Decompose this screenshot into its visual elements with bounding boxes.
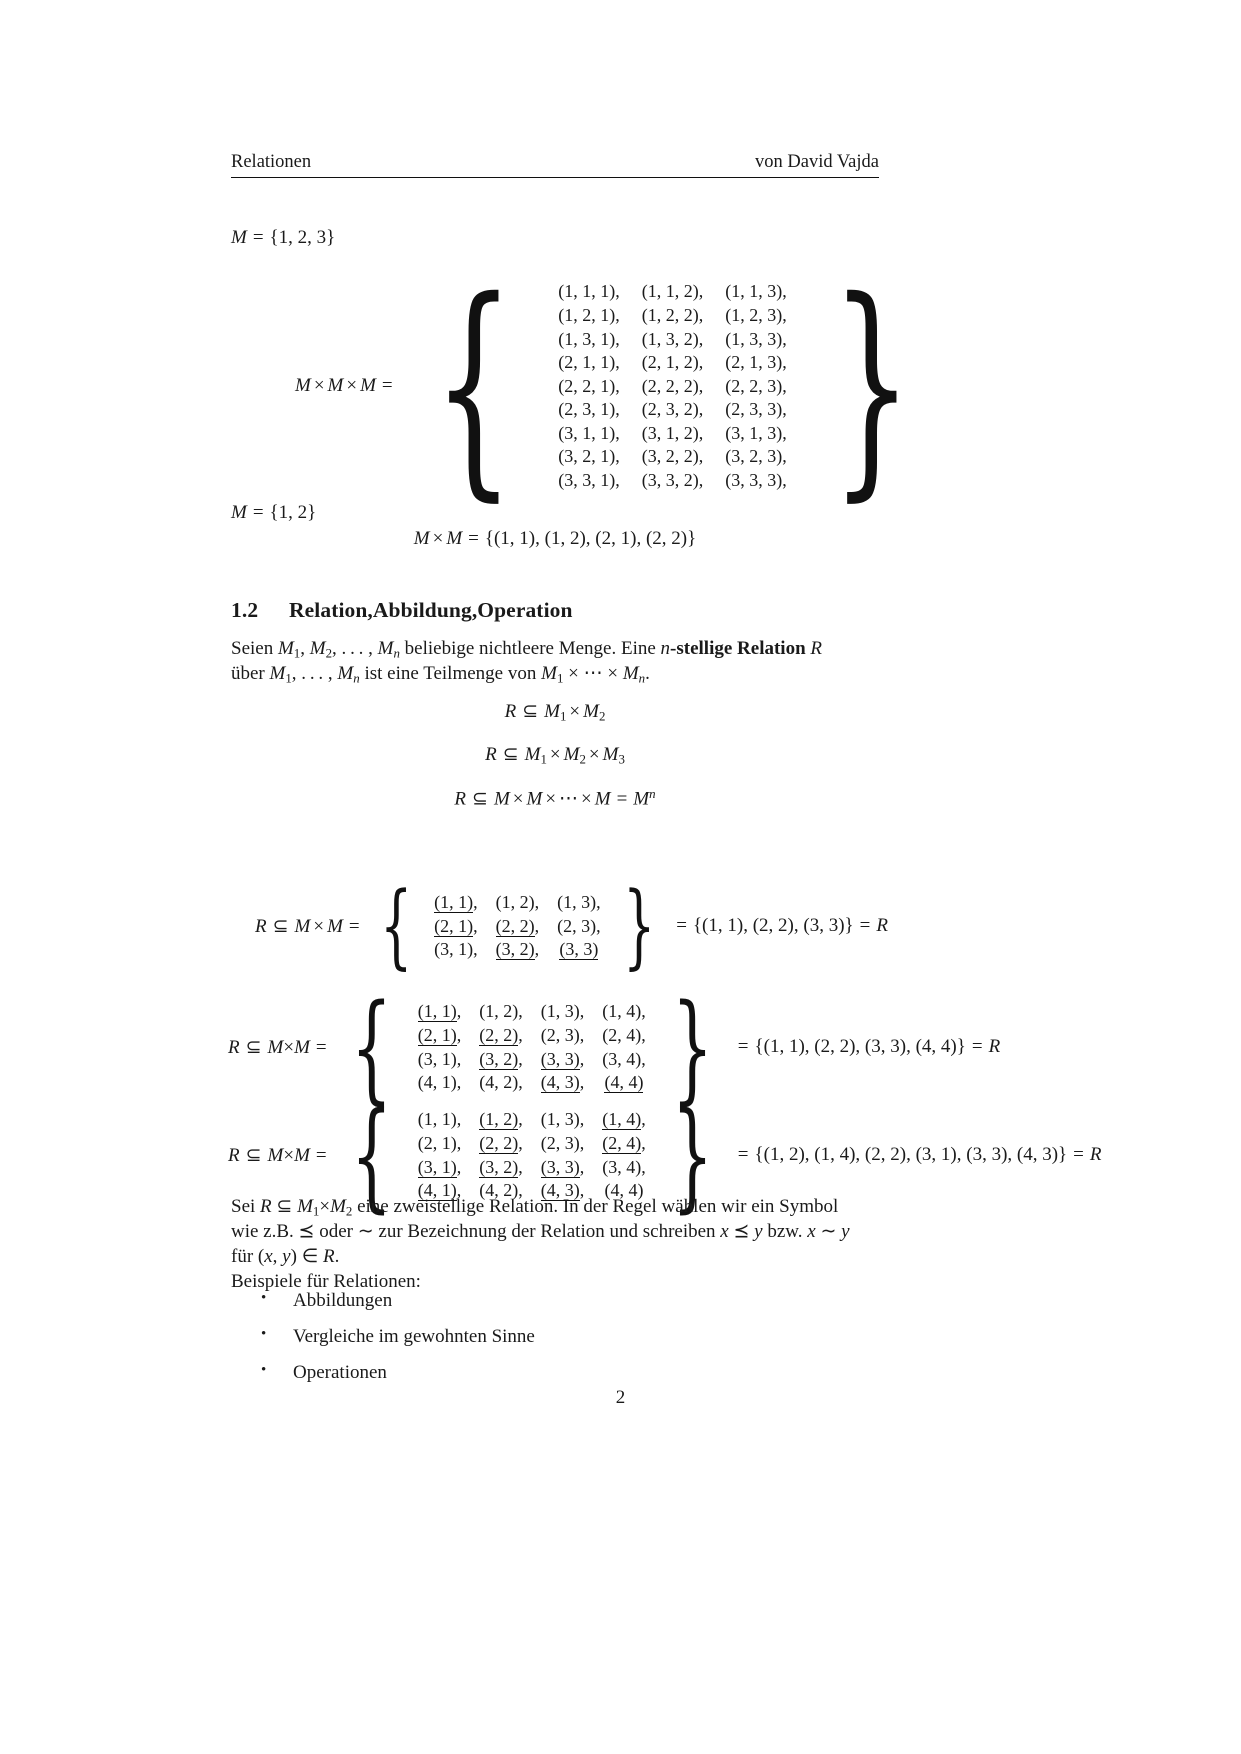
examples-list [231, 1290, 879, 1397]
tuple-row [547, 398, 798, 422]
tuple-cell: (3, 2), [479, 1048, 523, 1069]
relation1-lhs: R ⊆ M × M = [255, 915, 360, 937]
header-left-title: Relationen [231, 152, 312, 172]
tuple-cell: (1, 2), [479, 1109, 523, 1130]
right-brace-icon: } [830, 251, 913, 521]
underlined-tuple: (4, 3) [540, 1180, 580, 1201]
tuple-row [547, 351, 798, 375]
right-brace-icon: } [671, 978, 713, 1116]
examples-intro: Beispiele für Relationen: [231, 1270, 421, 1292]
tuple-cell: (2, 2, 3), [725, 375, 787, 396]
underlined-tuple: (2, 1) [417, 1024, 457, 1045]
tuple-cell: (1, 1, 3), [725, 281, 787, 302]
tuple-cell: (2, 3), [540, 1132, 585, 1153]
tuple-cell: (1, 3), [557, 892, 601, 913]
underlined-tuple: (1, 1) [434, 892, 474, 913]
left-brace-icon: { [379, 872, 412, 979]
tuple-row [547, 327, 798, 351]
tuple-cell: (1, 1, 1), [558, 281, 620, 302]
tuple-cell: (1, 3, 1), [558, 328, 620, 349]
tuple-cell: (2, 2, 2), [641, 375, 704, 396]
tuple-cell: (1, 2, 2), [641, 304, 704, 325]
section-heading-1-2 [231, 598, 879, 623]
tuple-cell: (4, 1), [417, 1180, 462, 1201]
tuple-cell: (2, 3), [557, 915, 601, 936]
section-title: Relation,Abbildung,Operation [289, 598, 573, 622]
relation3-table [409, 1108, 655, 1202]
tuple-cell: (3, 1), [417, 1156, 462, 1177]
definition-paragraph: Seien $M_1$, $M_2$, . . . , $M_n$ beliebige nichtleere Menge. Eine n-stellige Relation R über $M_1$, . . . , $M_n$ ist eine Teilmenge von $M_1$ × ⋯ × $M_n$. [231, 638, 823, 687]
tuple-row [547, 280, 798, 304]
tuple-row [547, 421, 798, 445]
underlined-tuple: (4, 4) [604, 1072, 644, 1093]
tuple-cell: (3, 2, 2), [641, 446, 704, 467]
underlined-tuple: (3, 2) [479, 1048, 519, 1069]
right-brace-icon: } [671, 1086, 713, 1224]
tuple-cell: (3, 3, 2), [641, 470, 704, 491]
right-brace-icon: } [622, 872, 656, 979]
tuple-cell: (3, 2, 1), [558, 446, 620, 467]
tuple-cell: (3, 2), [495, 939, 540, 960]
tuple-cell: (1, 4), [602, 1001, 646, 1022]
relation3-lhs: R ⊆ M×M = [228, 1144, 327, 1166]
equation-r-subset-m1m2m3: R ⊆ $M_1 \times M_2 \times M_3$ [485, 744, 625, 767]
tuple-cell: (3, 3), [540, 1048, 585, 1069]
tuple-cell: (1, 4), [602, 1109, 646, 1130]
tuple-cell: (2, 4), [602, 1024, 646, 1045]
underlined-tuple: (3, 3) [540, 1156, 580, 1177]
tuple-cell: (1, 1), [434, 892, 478, 913]
tuple-cell: (4, 2), [479, 1072, 523, 1093]
tuple-row [425, 914, 610, 938]
para1-text-b: beliebige nichtleere Menge. Eine [399, 638, 661, 659]
tuple-row [409, 1131, 655, 1155]
tuple-cell: (3, 1, 3), [725, 422, 787, 443]
tuple-cell: (2, 1, 1), [558, 352, 620, 373]
tuple-cell: (2, 2), [479, 1024, 523, 1045]
relation2-lhs: R ⊆ M×M = [228, 1036, 327, 1058]
tuple-row [547, 374, 798, 398]
tuple-cell: (2, 4), [602, 1132, 646, 1153]
tuple-cell: (2, 3, 2), [641, 399, 704, 420]
triple-product-label: M × M × M = [295, 375, 393, 396]
tuple-row [547, 469, 798, 493]
tuple-cell: (1, 1, 2), [641, 281, 704, 302]
tuple-cell: (3, 3), [540, 1156, 585, 1177]
tuple-cell [593, 1071, 655, 1095]
relation-symbol-paragraph: Sei R ⊆ $M_1\times M_2$ eine zweistellige Relation. In der Regel wählen wir ein Symbol wie z.B. ⪯ oder ∼ zur Bezeichnung der Relation und schreiben x ⪯ y bzw. x ∼ y für (x, y) ∈ R. Beispiele für Relationen: [231, 1196, 850, 1292]
section-number: 1.2 [231, 598, 259, 622]
equation-r-subset-mn: R ⊆ M × M × ⋯ × $M = M^n$ [454, 786, 656, 810]
tuple-cell: (2, 2, 1), [558, 375, 620, 396]
underlined-tuple: (2, 2) [495, 915, 535, 936]
tuple-cell: (2, 1), [434, 915, 478, 936]
tuple-cell [548, 938, 610, 962]
set-m2-definition: M = {1, 2} [231, 502, 317, 523]
m2-cartesian-product: M × M = {(1, 1), (1, 2), (2, 1), (2, 2)} [413, 528, 697, 549]
tuple-cell: (1, 2), [479, 1001, 523, 1022]
tuple-cell: (3, 4), [602, 1048, 646, 1069]
list-item: • Abbildungen [231, 1290, 879, 1313]
relation2-table [409, 1000, 655, 1094]
tuple-row [409, 1155, 655, 1179]
underlined-tuple: (2, 1) [434, 915, 474, 936]
tuple-cell: (1, 3), [540, 1001, 585, 1022]
underlined-tuple: (1, 2) [479, 1109, 519, 1130]
tuple-cell: (3, 1), [417, 1048, 462, 1069]
underlined-tuple: (1, 4) [602, 1109, 642, 1130]
equation-r-subset-m1m2: R ⊆ $M_1 \times M_2$ [504, 701, 606, 724]
tuple-cell: (3, 2), [479, 1156, 523, 1177]
tuple-row [425, 938, 610, 962]
underlined-tuple: (3, 3) [559, 939, 599, 960]
tuple-row [547, 303, 798, 327]
page-header [231, 152, 879, 178]
tuple-cell: (1, 1), [417, 1109, 462, 1130]
set-m3-definition: M = {1, 2, 3} [231, 227, 336, 248]
tuple-cell: (2, 2), [495, 915, 540, 936]
tuple-row [409, 1108, 655, 1132]
tuple-cell: (3, 1), [434, 939, 478, 960]
list-item: • Operationen [231, 1362, 879, 1385]
tuple-row [409, 1023, 655, 1047]
tuple-cell: (2, 3, 3), [725, 399, 787, 420]
tuple-cell: (3, 3, 3), [725, 470, 787, 491]
relation3-rhs: = {(1, 2), (1, 4), (2, 2), (3, 1), (3, 3), (4, 3)} = R [737, 1144, 1102, 1165]
tuple-row [409, 1071, 655, 1095]
tuple-cell: (4, 2), [479, 1180, 523, 1201]
underlined-tuple: (2, 2) [479, 1132, 519, 1153]
tuple-cell: (3, 2, 3), [725, 446, 787, 467]
tuple-cell: (2, 1, 3), [725, 352, 787, 373]
underlined-tuple: (2, 2) [479, 1024, 519, 1045]
tuple-cell: (1, 3), [540, 1109, 585, 1130]
list-item: • Vergleiche im gewohnten Sinne [231, 1326, 879, 1349]
underlined-tuple: (2, 4) [602, 1132, 642, 1153]
underlined-tuple: (4, 3) [540, 1072, 580, 1093]
tuple-cell: (1, 1), [417, 1001, 462, 1022]
underlined-tuple: (3, 2) [479, 1156, 519, 1177]
tuple-cell: (4, 1), [417, 1072, 462, 1093]
tuple-cell: (2, 3, 1), [558, 399, 620, 420]
tuple-cell: (3, 1, 1), [558, 422, 620, 443]
tuple-cell: (1, 2, 1), [558, 304, 620, 325]
tuple-cell: (4, 3), [540, 1072, 585, 1093]
tuple-cell: (4, 4) [604, 1180, 644, 1201]
underlined-tuple: (1, 1) [417, 1001, 457, 1022]
relation1-rhs: = {(1, 1), (2, 2), (3, 3)} = R [676, 915, 888, 936]
tuple-cell: (1, 2, 3), [725, 304, 787, 325]
tuple-cell: (1, 3, 3), [725, 328, 787, 349]
left-brace-icon: { [432, 251, 515, 521]
tuple-cell: (2, 1), [417, 1132, 462, 1153]
tuple-row [409, 1047, 655, 1071]
left-brace-icon: { [350, 1086, 392, 1224]
tuple-cell: (2, 1), [417, 1024, 462, 1045]
header-right-author: von David Vajda [755, 152, 879, 172]
relation-example-1 [231, 872, 1021, 979]
relation2-rhs: = {(1, 1), (2, 2), (3, 3), (4, 4)} = R [737, 1036, 1001, 1057]
relation1-table [425, 891, 610, 962]
tuple-cell: (3, 4), [602, 1156, 646, 1177]
tuple-cell: (1, 2), [495, 892, 540, 913]
tuple-cell: (2, 3), [540, 1024, 585, 1045]
tuple-row [547, 445, 798, 469]
tuple-cell: (2, 2), [479, 1132, 523, 1153]
header-rule [231, 177, 879, 178]
page-number: 2 [615, 1387, 626, 1408]
tuple-cell: (1, 3, 2), [641, 328, 704, 349]
underlined-tuple: (3, 2) [495, 939, 535, 960]
tuple-cell: (2, 1, 2), [641, 352, 704, 373]
triple-product-table [547, 280, 798, 492]
tuple-cell: (3, 1, 2), [641, 422, 704, 443]
tuple-cell: (4, 3), [540, 1180, 585, 1201]
underlined-tuple: (4, 1) [417, 1180, 457, 1201]
tuple-cell: (3, 3, 1), [558, 470, 620, 491]
underlined-tuple: (3, 1) [417, 1156, 457, 1177]
underlined-tuple: (3, 3) [540, 1048, 580, 1069]
para1-bold: -stellige Relation [670, 638, 806, 659]
tuple-row [425, 891, 610, 915]
tuple-row [409, 1000, 655, 1024]
para1-text-a: Seien [231, 638, 278, 659]
left-brace-icon: { [350, 978, 392, 1116]
